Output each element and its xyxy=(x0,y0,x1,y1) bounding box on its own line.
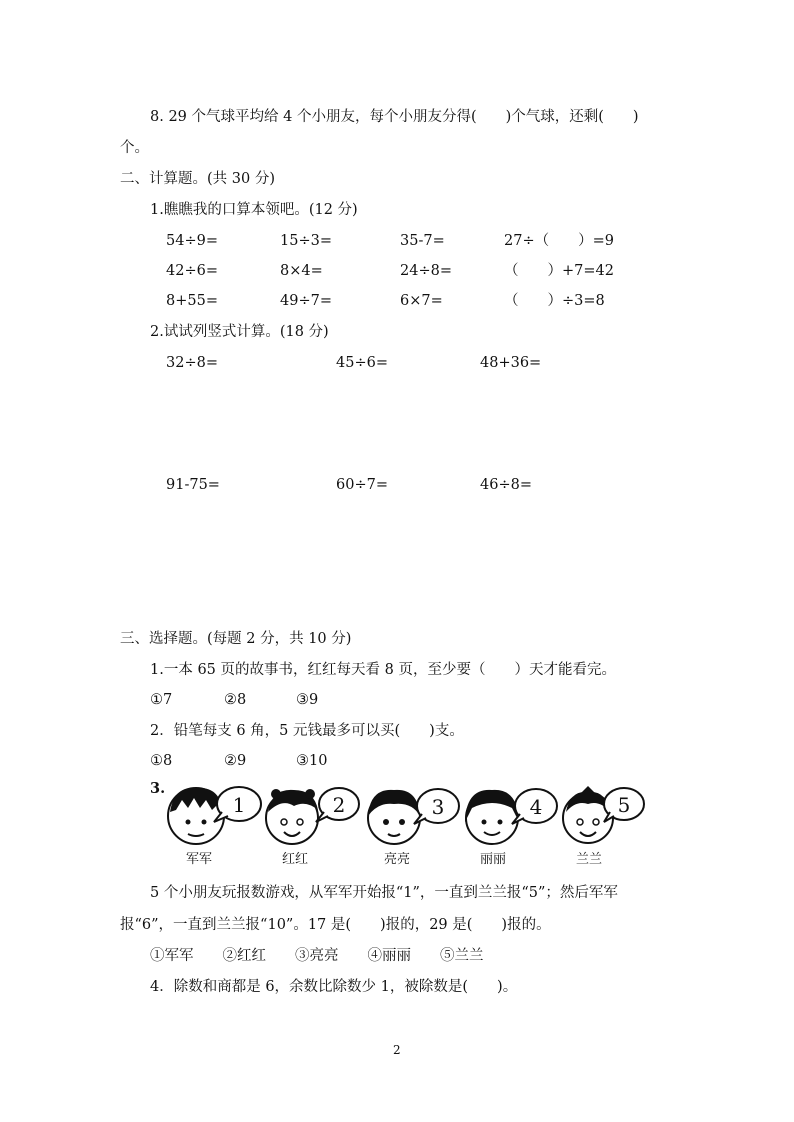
kid-liangliang-name: 亮亮 xyxy=(384,852,411,867)
oral-r1-c2: 24÷8= xyxy=(400,263,452,279)
oral-r1-c0: 42÷6= xyxy=(166,263,218,279)
oral-r0-c1: 15÷3= xyxy=(280,233,332,249)
q2-option-1: ①8 xyxy=(150,753,173,769)
kid-liangliang-illustration xyxy=(364,782,464,848)
vertical-r0-c0: 32÷8= xyxy=(166,355,218,371)
oral-r0-c0: 54÷9= xyxy=(166,233,218,249)
kid-lili-illustration xyxy=(462,782,562,848)
kid-honghong-illustration xyxy=(262,782,362,848)
kid-lili xyxy=(462,782,562,848)
vertical-r1-c0: 91-75= xyxy=(166,477,220,493)
q1-option-3: ③9 xyxy=(296,692,319,708)
section-3-q3-text-1: 5 个小朋友玩报数游戏，从军军开始报“1”，一直到兰兰报“5”；然后军军 xyxy=(150,885,618,901)
oral-r2-c2: 6×7= xyxy=(400,293,443,309)
oral-r0-c3: 27÷（ ）=9 xyxy=(504,233,614,249)
page-number: 2 xyxy=(393,1043,401,1057)
kid-lili-name: 丽丽 xyxy=(480,852,507,867)
section-3-q1: 1.一本 65 页的故事书，红红每天看 8 页，至少要（ ）天才能看完。 xyxy=(150,662,616,678)
section-3-q3-options: ①军军 ②红红 ③亮亮 ④丽丽 ⑤兰兰 xyxy=(150,948,484,964)
kid-liangliang xyxy=(364,782,464,848)
kid-lanlan-number: 5 xyxy=(617,793,631,817)
kid-honghong-number: 2 xyxy=(332,793,346,817)
kid-lanlan xyxy=(560,782,660,848)
oral-r1-c1: 8×4= xyxy=(280,263,323,279)
section-3-title: 三、选择题。(每题 2 分，共 10 分) xyxy=(120,631,352,647)
q1-option-1: ①7 xyxy=(150,692,173,708)
section-2-q2-title: 2.试试列竖式计算。(18 分) xyxy=(150,324,329,340)
q1-option-2: ②8 xyxy=(224,692,247,708)
kid-honghong xyxy=(262,782,362,848)
oral-r2-c3: （ ）÷3=8 xyxy=(504,293,605,309)
q8-line1: 8. 29 个气球平均给 4 个小朋友，每个小朋友分得( )个气球，还剩( ) xyxy=(150,109,639,125)
kid-junjun-illustration xyxy=(166,782,266,848)
kid-lanlan-name: 兰兰 xyxy=(576,852,603,867)
kid-honghong-name: 红红 xyxy=(282,852,309,867)
vertical-r1-c1: 60÷7= xyxy=(336,477,388,493)
section-3-q3-label: 3. xyxy=(150,780,166,797)
oral-r2-c1: 49÷7= xyxy=(280,293,332,309)
kid-lanlan-illustration xyxy=(560,782,660,848)
q8-line2: 个。 xyxy=(120,140,149,156)
q2-option-3: ③10 xyxy=(296,753,328,769)
oral-r0-c2: 35-7= xyxy=(400,233,445,249)
section-3-q4: 4．除数和商都是 6，余数比除数少 1，被除数是( )。 xyxy=(150,979,518,995)
section-2-title: 二、计算题。(共 30 分) xyxy=(120,171,275,187)
kid-junjun-number: 1 xyxy=(232,793,246,817)
kid-junjun-name: 军军 xyxy=(186,852,213,867)
q2-option-2: ②9 xyxy=(224,753,247,769)
section-3-q2: 2．铅笔每支 6 角，5 元钱最多可以买( )支。 xyxy=(150,723,464,739)
section-3-q3-text-2: 报“6”，一直到兰兰报“10”。17 是( )报的，29 是( )报的。 xyxy=(120,917,551,933)
vertical-r1-c2: 46÷8= xyxy=(480,477,532,493)
oral-r2-c0: 8+55= xyxy=(166,293,218,309)
kid-liangliang-number: 3 xyxy=(431,795,445,819)
kid-lili-number: 4 xyxy=(529,795,543,819)
oral-r1-c3: （ ）+7=42 xyxy=(504,263,614,279)
section-2-q1-title: 1.瞧瞧我的口算本领吧。(12 分) xyxy=(150,202,358,218)
kid-junjun xyxy=(166,782,266,848)
vertical-r0-c1: 45÷6= xyxy=(336,355,388,371)
vertical-r0-c2: 48+36= xyxy=(480,355,542,371)
